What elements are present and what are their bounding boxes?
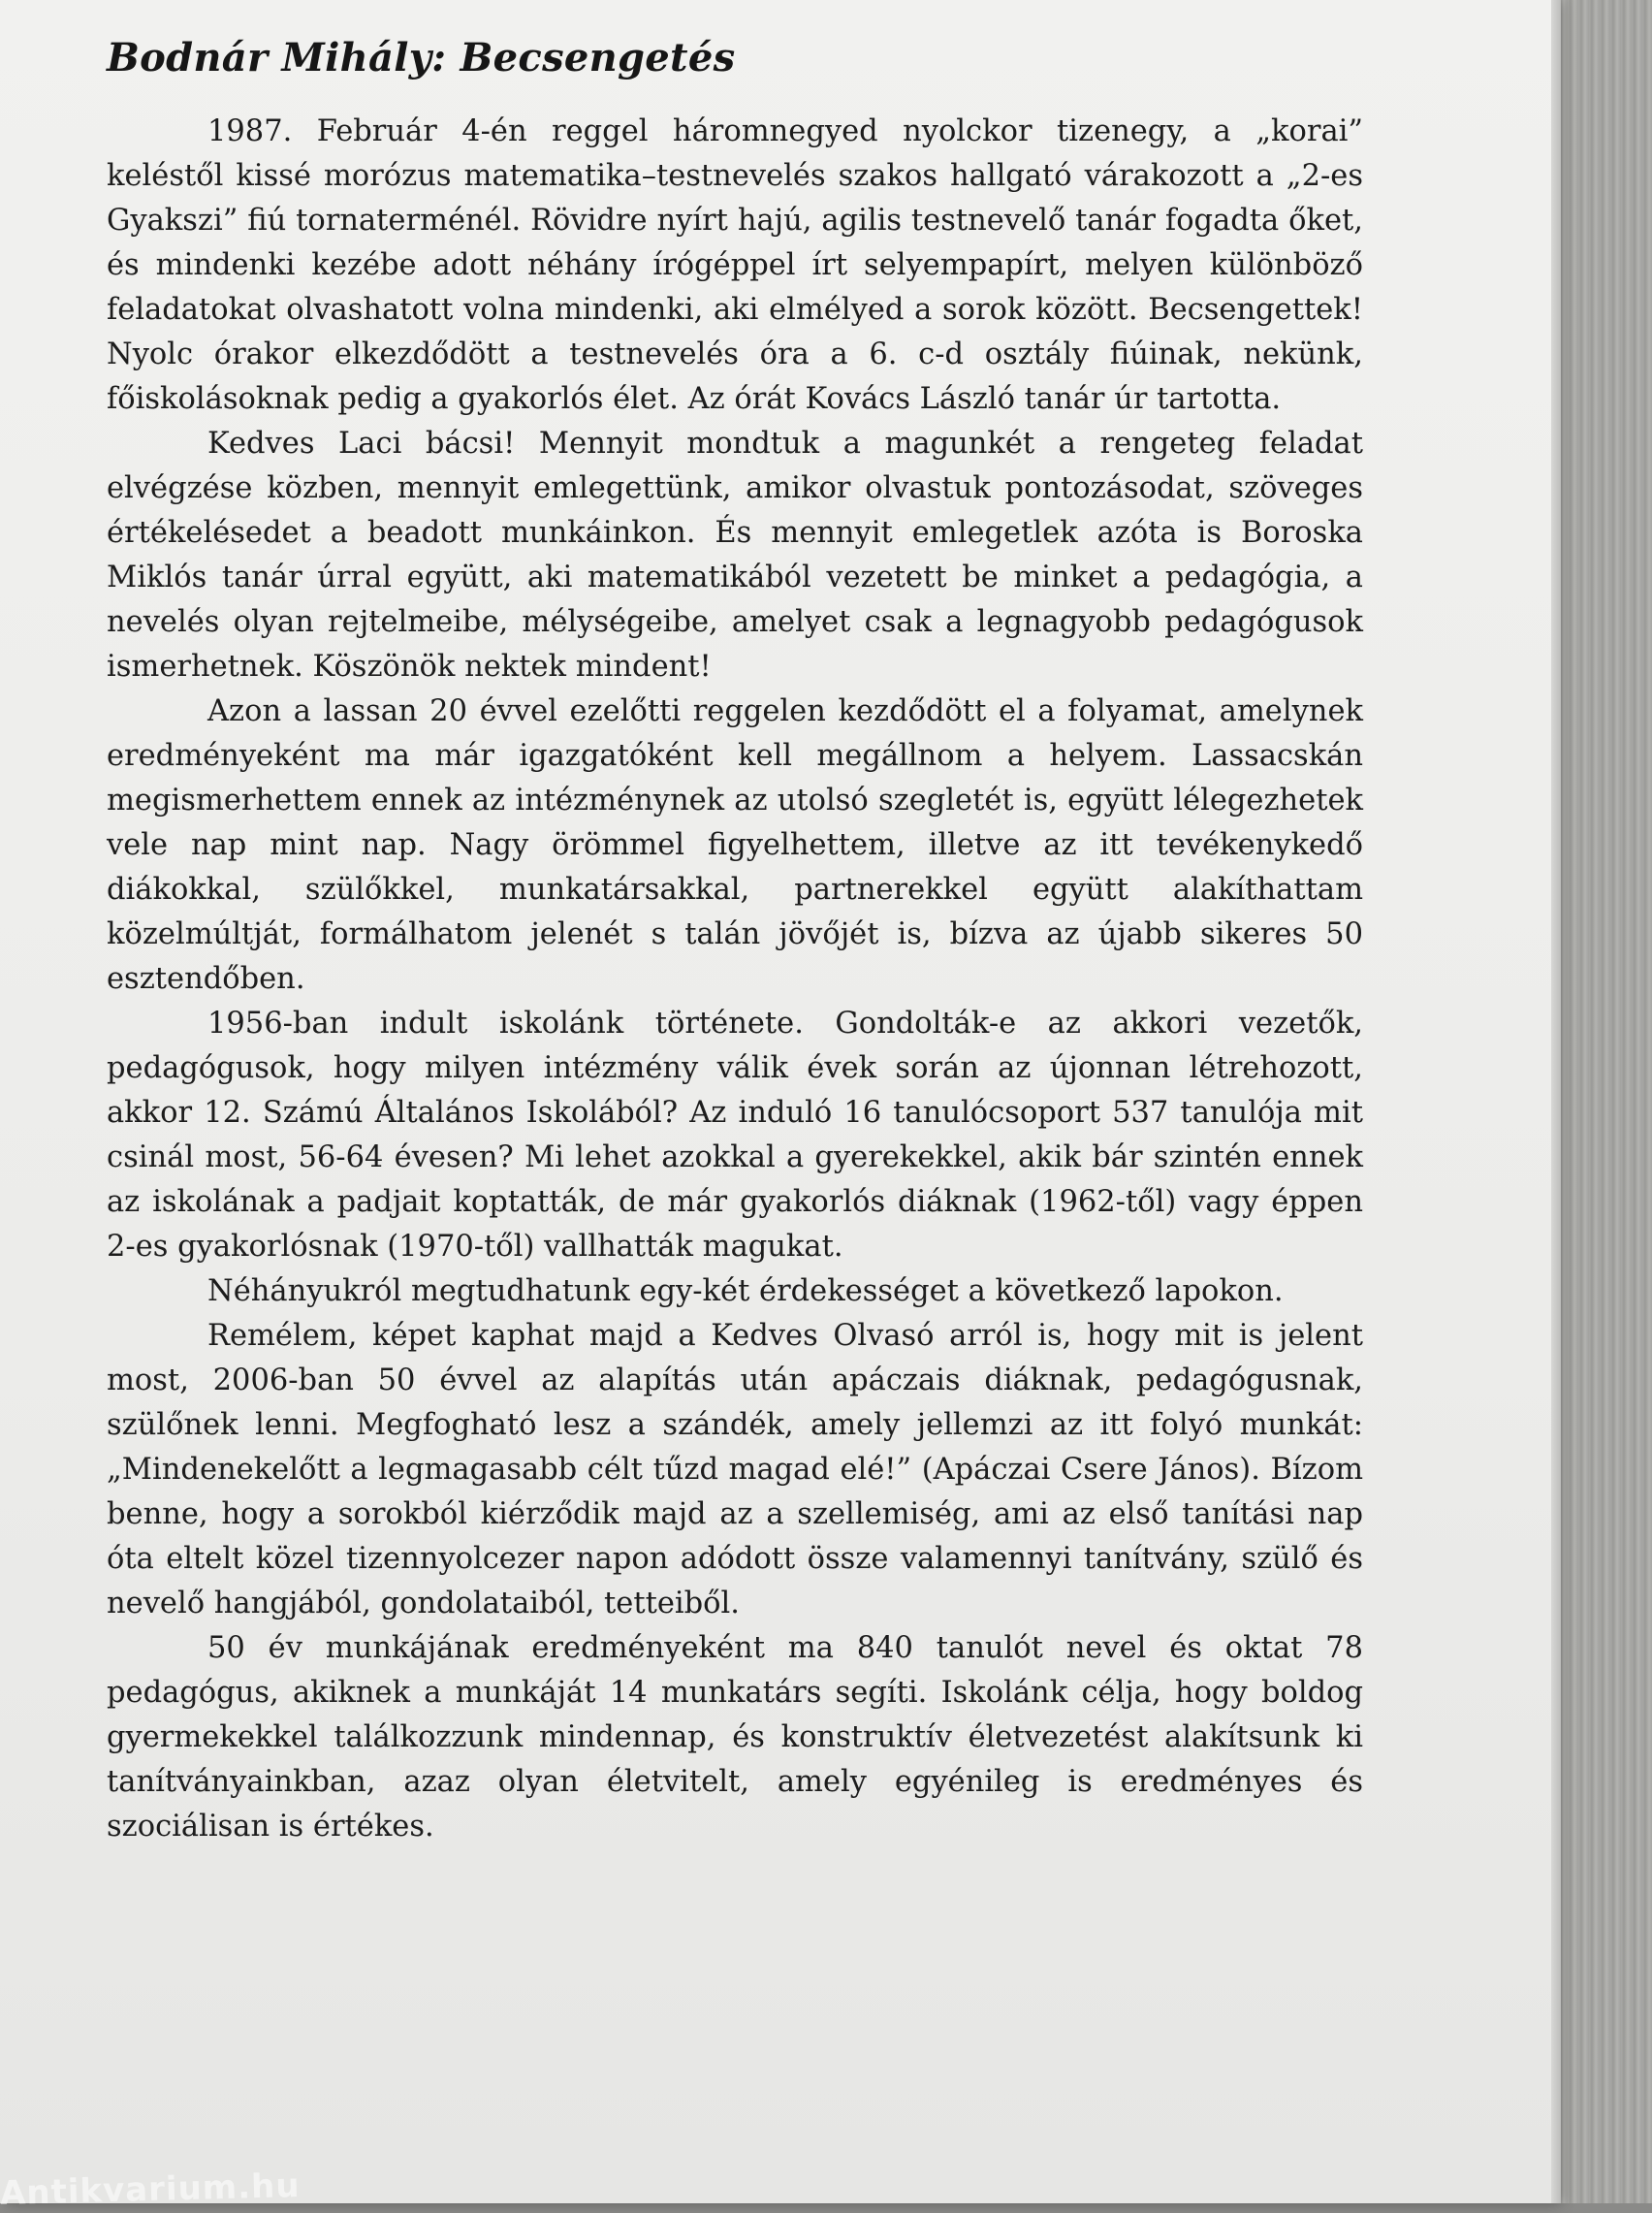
paragraph-5: Néhányukról megtudhatunk egy-két érdekességet a következő lapokon.: [207, 1274, 1284, 1308]
paragraph-4: 1956-ban indult iskolánk története. Gondolták-e az akkori vezetők, pedagógusok, hogy milyen intézmény válik évek során az újonnan létrehozott, akkor 12. Számú Általános Iskolából? Az induló 16 tanulócsoport 537 tanulója mit csinál most, 56-64 évesen? Mi lehet azokkal a gyerekekkel, akik bár szintén ennek az iskolának a padjait koptatták, de már gyakorlós diáknak (1962-től) vagy éppen 2-es gyakorlósnak (1970-től) vallhatták magukat.: [107, 1007, 1363, 1264]
watermark: Antikvarium.hu: [0, 2165, 302, 2213]
paragraph-1: 1987. Február 4-én reggel háromnegyed nyolckor tizenegy, a „korai” keléstől kissé morózus matematika–testnevelés szakos hallgató várakozott a „2-es Gyakszi” fiú tornaterménél. Rövidre nyírt hajú, agilis testnevelő tanár fogadta őket, és mindenki kezébe adott néhány írógéppel írt selyempapírt, melyen különböző feladatokat olvashatott volna mindenki, aki elmélyed a sorok között. Becsengettek! Nyolc órakor elkezdődött a testnevelés óra a 6. c-d osztály fiúinak, nekünk, főiskolásoknak pedig a gyakorlós élet. Az órát Kovács László tanár úr tartotta.: [107, 114, 1363, 416]
article: [107, 35, 1363, 1849]
paragraph-7: 50 év munkájának eredményeként ma 840 tanulót nevel és oktat 78 pedagógus, akiknek a munkáját 14 munkatárs segíti. Iskolánk célja, hogy boldog gyermekekkel találkozzunk mindennap, és konstruktív életvezetést alakítsunk ki tanítványainkban, azaz olyan életvitelt, amely egyénileg is eredményes és szociálisan is értékes.: [107, 1631, 1363, 1844]
page-edge: [1551, 0, 1561, 2203]
paragraph-6: Remélem, képet kaphat majd a Kedves Olvasó arról is, hogy mit is jelent most, 2006-ban 50 évvel az alapítás után apáczais diáknak, pedagógusnak, szülőnek lenni. Megfogható lesz a szándék, amely jellemzi az itt folyó munkát: „Mindenekelőtt a legmagasabb célt tűzd magad elé!” (Apáczai Csere János). Bízom benne, hogy a sorokból kiérződik majd az a szellemiség, ami az első tanítási nap óta eltelt közel tizennyolcezer napon adódott össze valamennyi tanítvány, szülő és nevelő hangjából, gondolataiból, tetteiből.: [107, 1319, 1363, 1620]
article-title: Bodnár Mihály: Becsengetés: [107, 35, 736, 80]
paragraph-2: Kedves Laci bácsi! Mennyit mondtuk a magunkét a rengeteg feladat elvégzése közben, mennyit emlegettünk, amikor olvastuk pontozásodat, szöveges értékelésedet a beadott munkáinkon. És mennyit emlegetlek azóta is Boroska Miklós tanár úrral együtt, aki matematikából vezetett be minket a pedagógia, a nevelés olyan rejtelmeibe, mélységeibe, amelyet csak a legnagyobb pedagógusok ismerhetnek. Köszönök nektek mindent!: [107, 427, 1363, 684]
paragraph-3: Azon a lassan 20 évvel ezelőtti reggelen kezdődött el a folyamat, amelynek eredményeként ma már igazgatóként kell megállnom a helyem. Lassacskán megismerhettem ennek az intézménynek az utolsó szegletét is, együtt lélegezhetek vele nap mint nap. Nagy örömmel figyelhettem, illetve az itt tevékenykedő diákokkal, szülőkkel, munkatársakkal, partnerekkel együtt alakíthattam közelmúltját, formálhatom jelenét s talán jövőjét is, bízva az újabb sikeres 50 esztendőben.: [107, 694, 1363, 996]
